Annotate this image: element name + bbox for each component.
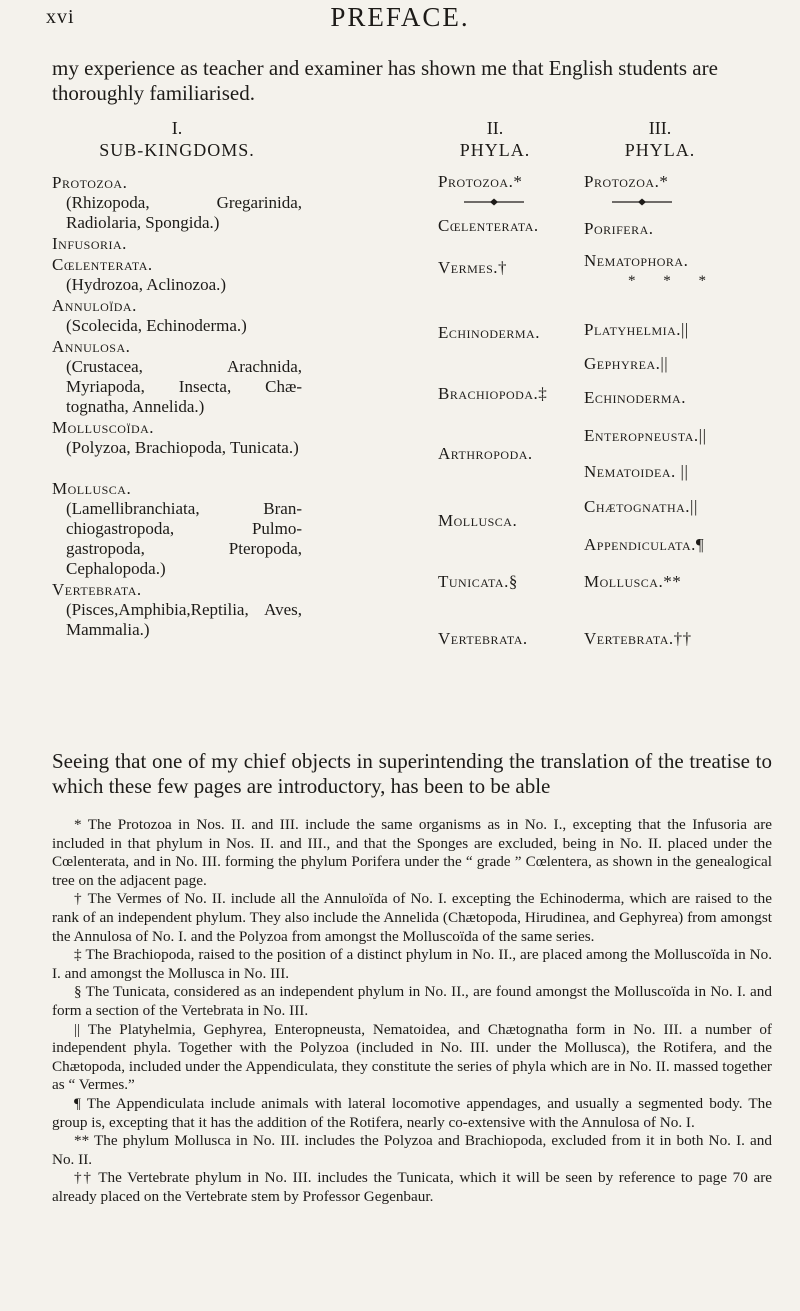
phylum-iii-item: Porifera. <box>584 219 654 238</box>
page-header <box>0 0 800 40</box>
phylum-iii-item: Protozoa.* <box>584 172 669 191</box>
sub-kingdom-coelenterata <box>52 254 302 295</box>
phylum-iii-item: Vertebrata.†† <box>584 629 692 648</box>
sub-kingdom-members: (Crustacea, Arachnida, Myriapoda, Insecta, Chæ-tognatha, Annelida.) <box>66 357 302 416</box>
phylum-ii-item: Vermes.† <box>438 258 508 277</box>
column-heading-phyla-ii <box>440 117 550 161</box>
footnote-brachiopoda: ‡ The Brachiopoda, raised to the position of a distinct phylum in No. II., are placed among the Molluscoïda in No. I. and amongst the Mollusca in No. III. <box>52 946 772 982</box>
phylum-ii-item: Brachiopoda.‡ <box>438 384 548 403</box>
phylum-ii-item: Arthropoda. <box>438 444 533 463</box>
footnotes <box>52 816 772 1206</box>
diamond-separator-icon <box>612 196 672 208</box>
sub-kingdom-members: (Polyzoa, Brachiopoda, Tunicata.) <box>66 438 299 457</box>
phylum-iii-item: Enteropneusta.|| <box>584 426 707 445</box>
sub-kingdoms-list <box>52 172 302 640</box>
phylum-iii-item: Echinoderma. <box>584 388 686 407</box>
phylum-iii-item: Platyhelmia.|| <box>584 320 689 339</box>
sub-kingdom-infusoria <box>52 233 302 254</box>
column-number: I. <box>171 118 183 138</box>
sub-kingdom-name: Annulosa. <box>52 337 131 356</box>
sub-kingdom-members: (Hydrozoa, Aclinozoa.) <box>66 275 227 294</box>
phylum-iii-item: Appendiculata.¶ <box>584 535 705 554</box>
running-title: PREFACE. <box>330 2 470 32</box>
footnote-protozoa: * The Protozoa in Nos. II. and III. include the same organisms as in No. I., excepting that the Infusoria are included in that phylum in Nos. II. and III., and that the Sponges are excluded, being in No. II. placed under the Cœlenterata, and in No. III. forming the phylum Porifera under the “ grade ” Cœlentera, as shown in the genealogical tree on the adjacent page. <box>52 816 772 889</box>
page-number: xvi <box>46 6 75 28</box>
asterisks-separator: * * * <box>628 273 718 289</box>
footnote-platyhelmia: || The Platyhelmia, Gephyrea, Enteropneusta, Nematoidea, and Chætognatha form in No. III. a number of independent phyla. Together with the Polyzoa (included in No. III. under the Mollusca), the Rotifera, and the Chætopoda, included under the Appendiculata, they constitute the series of phyla which are in No. II. massed together as “ Vermes.” <box>52 1020 772 1094</box>
sub-kingdom-molluscoida <box>52 417 302 478</box>
footnote-mollusca: ** The phylum Mollusca in No. III. includes the Polyzoa and Brachiopoda, excluded from it in both No. I. and No. II. <box>52 1132 772 1168</box>
phylum-iii-item: Chætognatha.|| <box>584 497 698 516</box>
sub-kingdom-mollusca <box>52 478 302 579</box>
phylum-ii-item: Vertebrata. <box>438 629 528 648</box>
column-title: PHYLA. <box>624 140 696 160</box>
column-heading-phyla-iii <box>585 117 735 161</box>
diamond-separator-icon <box>464 196 524 208</box>
sub-kingdom-members: (Rhizopoda, Gregarinida, Radiolaria, Spongida.) <box>66 193 302 232</box>
sub-kingdom-vertebrata <box>52 579 302 640</box>
main-paragraph: Seeing that one of my chief objects in superintending the translation of the treatise to which these few pages are introductory, has been to be able <box>52 749 772 798</box>
column-number: III. <box>648 118 672 138</box>
sub-kingdom-name: Molluscoïda. <box>52 418 155 437</box>
footnote-tunicata: § The Tunicata, considered as an independent phylum in No. II., are found amongst the Molluscoïda in No. I. and form a section of the Vertebrata in No. III. <box>52 983 772 1019</box>
sub-kingdom-members: (Scolecida, Echinoderma.) <box>66 316 247 335</box>
column-title: SUB-KINGDOMS. <box>99 140 255 160</box>
sub-kingdom-name: Vertebrata. <box>52 580 142 599</box>
sub-kingdom-name: Infusoria. <box>52 234 127 253</box>
sub-kingdom-name: Mollusca. <box>52 479 132 498</box>
sub-kingdom-name: Annuloïda. <box>52 296 137 315</box>
footnote-vermes: † The Vermes of No. II. include all the Annuloïda of No. I. excepting the Echinoderma, which are raised to the rank of an independent phylum. They also include the Annelida (Chætopoda, Hirudinea, and Gephyrea) from amongst the Annulosa of No. I. and the Polyzoa from amongst the Molluscoïda of the same series. <box>52 890 772 945</box>
phylum-ii-item: Protozoa.* <box>438 172 523 191</box>
sub-kingdom-members: (Pisces,Amphibia,Reptilia, Aves, Mammalia.) <box>66 600 302 639</box>
phylum-ii-item: Mollusca. <box>438 511 518 530</box>
footnote-appendiculata: ¶ The Appendiculata include animals with lateral locomotive appendages, and usually a segmented body. The group is, excepting that it has the addition of the Rotifera, nearly co-extensive with the Annulosa of No. I. <box>52 1094 772 1131</box>
sub-kingdom-members: (Lamellibranchiata, Bran-chiogastropoda, Pulmo-gastropoda, Pteropoda, Cephalopoda.) <box>66 499 302 578</box>
sub-kingdom-annulosa <box>52 336 302 417</box>
intro-text: my experience as teacher and examiner has shown me that English students are thoroughly familiarised. <box>52 56 718 105</box>
sub-kingdom-protozoa <box>52 172 302 233</box>
phylum-iii-item: Nematoidea. || <box>584 462 689 481</box>
column-title: PHYLA. <box>459 140 531 160</box>
phylum-iii-item: Mollusca.** <box>584 572 682 591</box>
phylum-ii-item: Tunicata.§ <box>438 572 518 591</box>
phylum-iii-item: Nematophora. <box>584 251 689 270</box>
sub-kingdom-annuloida <box>52 295 302 336</box>
column-heading-sub-kingdoms <box>52 117 302 161</box>
phylum-ii-item: Cœlenterata. <box>438 216 539 235</box>
phylum-iii-item: Gephyrea.|| <box>584 354 669 373</box>
column-number: II. <box>486 118 504 138</box>
sub-kingdom-name: Cœlenterata. <box>52 255 153 274</box>
sub-kingdom-name: Protozoa. <box>52 173 128 192</box>
phylum-ii-item: Echinoderma. <box>438 323 540 342</box>
footnote-vertebrata: †† The Vertebrate phylum in No. III. includes the Tunicata, which it will be seen by reference to page 70 are already placed on the Vertebrate stem by Professor Gegenbaur. <box>52 1169 772 1205</box>
